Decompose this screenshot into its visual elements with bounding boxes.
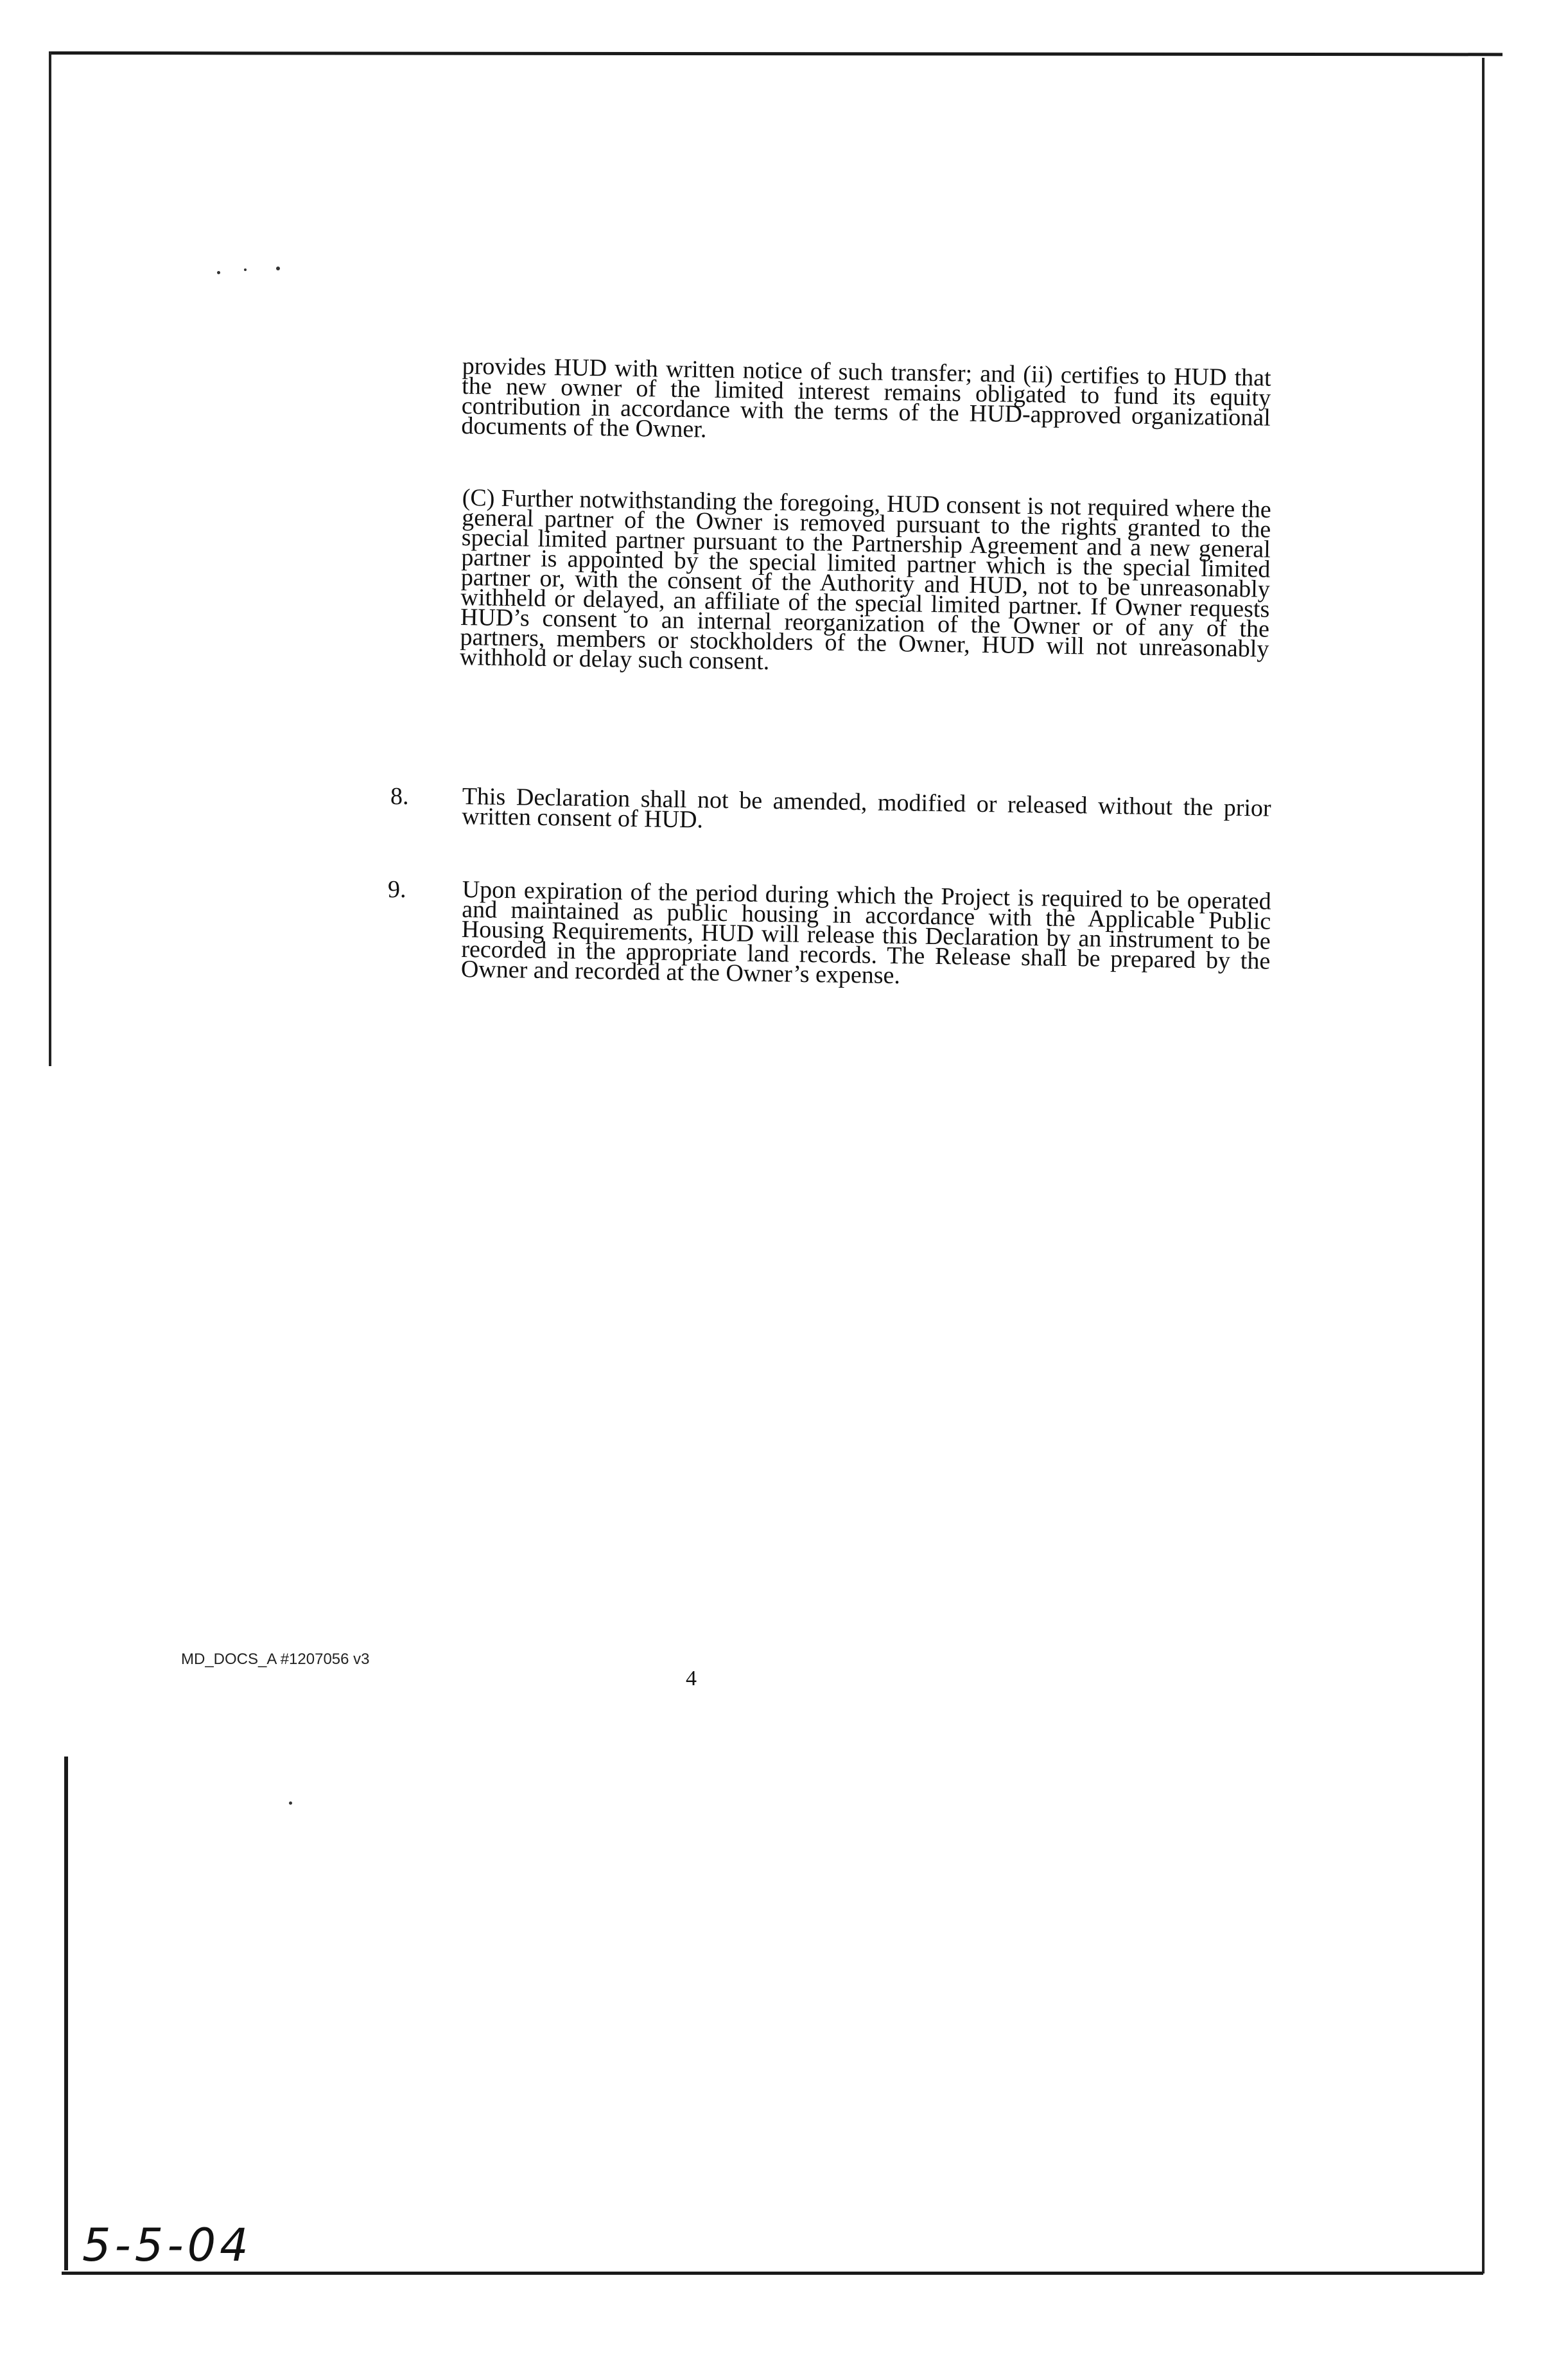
item-8-text: This Declaration shall not be amended, modified or released without the prior written consent of HUD. bbox=[462, 783, 1271, 834]
handwritten-date: 5-5-04 bbox=[82, 2219, 252, 2272]
page-border-right bbox=[1482, 58, 1485, 2274]
scan-speck bbox=[276, 267, 280, 270]
page-border-bottom bbox=[62, 2272, 1483, 2275]
footer-document-id: MD_DOCS_A #1207056 v3 bbox=[181, 1651, 370, 1668]
scan-speck bbox=[244, 268, 247, 271]
paragraph-c: (C) Further notwithstanding the foregoing, HUD consent is not required where the general partner of the Owner is removed pursuant to the rights granted to the special limited partner pursuant to the Partnership Agreement and a new general partner is appointed by the special limited partner which is the special limited partner or, with the consent of the Authority and HUD, not to be unreasonably withheld or delayed, an affiliate of the special limited partner. If Owner requests HUD’s consent to an internal reorganization of the Owner or of any of the partners, members or stockholders of the Owner, HUD will not unreasonably withhold or delay such consent. bbox=[459, 484, 1271, 676]
scan-speck bbox=[217, 271, 220, 274]
page-number: 4 bbox=[686, 1667, 697, 1690]
paragraph-continuation: provides HUD with written notice of such transfer; and (ii) certifies to HUD that the new owner of the limited interest remains obligated to fund its equity contribution in accordance with the terms of the HUD-approved organizational documents of the Owner. bbox=[461, 353, 1271, 443]
item-9-text: Upon expiration of the period during which the Project is required to be operated and maintained as public housing in accordance with the Applicable Public Housing Requirements, HUD will release this Declaration by an instrument to be recorded in the appropriate land records. The Release shall be prepared by the Owner and recorded at the Owner’s expense. bbox=[460, 876, 1271, 990]
page-border-left bbox=[49, 51, 51, 1066]
page-border-top bbox=[50, 51, 1503, 56]
scan-speck bbox=[289, 1801, 292, 1805]
item-9-number: 9. bbox=[388, 876, 406, 903]
page-border-left-lower bbox=[64, 1757, 68, 2270]
item-8-number: 8. bbox=[390, 783, 409, 810]
